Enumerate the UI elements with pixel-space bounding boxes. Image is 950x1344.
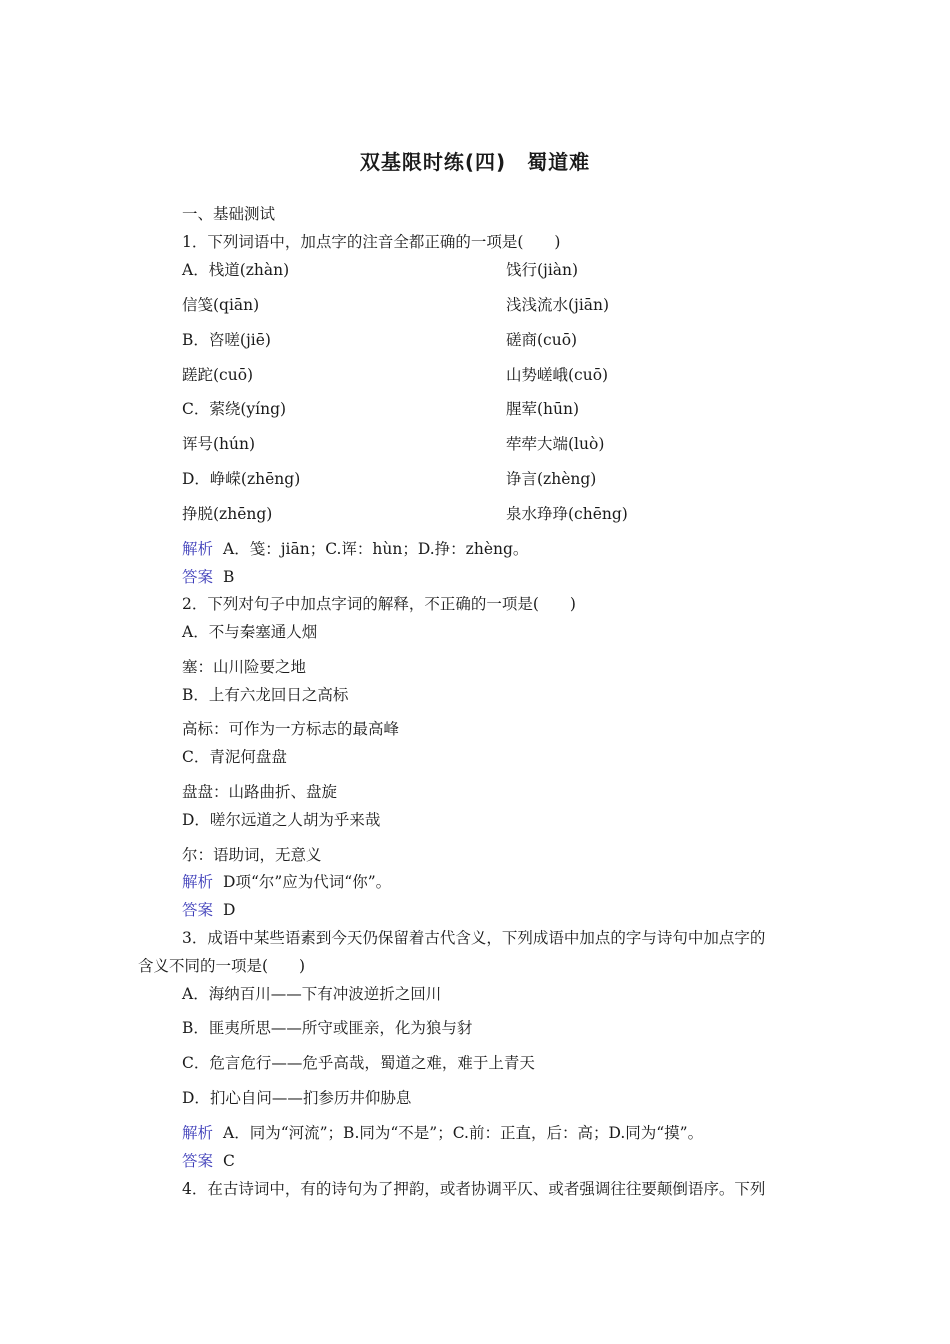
q2-line: C．青泥何盘盘 [182, 748, 287, 766]
q1-option-left: D．峥嵘(zhēng) [182, 470, 301, 488]
analysis-label: 解析 [182, 540, 214, 558]
q2-answer [182, 899, 235, 921]
q2-line: A．不与秦塞通人烟 [182, 623, 318, 641]
q4-stem-line1: 4．在古诗词中，有的诗句为了押韵，或者协调平仄、或者强调往往要颠倒语序。下列 [182, 1180, 766, 1198]
q1-option-left: 信笺(qiān) [182, 296, 260, 314]
q2-line: B．上有六龙回日之高标 [182, 686, 349, 704]
answer-label: 答案 [182, 568, 214, 586]
q1-option-left: C．萦绕(yíng) [182, 400, 287, 418]
analysis-text: A．笺：jiān；C.诨：hùn；D.挣：zhèng。 [223, 540, 529, 558]
analysis-text: A．同为“河流”；B.同为“不是”；C.前：正直，后：高；D.同为“摸”。 [223, 1124, 704, 1142]
q1-option-right: 诤言(zhèng) [506, 470, 597, 488]
q1-option-right: 泉水琤琤(chēng) [506, 505, 628, 523]
answer-text: B [223, 568, 235, 586]
q1-option-left: 挣脱(zhēng) [182, 505, 273, 523]
q1-option-right: 磋商(cuō) [506, 331, 578, 349]
q1-option-left: 蹉跎(cuō) [182, 366, 254, 384]
answer-text: D [223, 901, 236, 919]
q2-line: 尔：语助词，无意义 [182, 846, 322, 864]
q2-line: 塞：山川险要之地 [182, 658, 307, 676]
analysis-text: D项“尔”应为代词“你”。 [223, 873, 392, 891]
q1-analysis [182, 538, 528, 560]
q2-line: 盘盘：山路曲折、盘旋 [182, 783, 338, 801]
q3-option: A．海纳百川——下有冲波逆折之回川 [182, 985, 442, 1003]
q3-stem-line2: 含义不同的一项是( ) [138, 957, 306, 975]
q3-option: D．扪心自问——扪参历井仰胁息 [182, 1089, 412, 1107]
q2-line: 高标：可作为一方标志的最高峰 [182, 720, 400, 738]
q3-analysis [182, 1122, 703, 1144]
q1-option-left: 诨号(hún) [182, 435, 256, 453]
q2-line: D．嗟尔远道之人胡为乎来哉 [182, 811, 381, 829]
q1-option-left: A．栈道(zhàn) [182, 261, 290, 279]
q1-stem: 1．下列词语中，加点字的注音全都正确的一项是( ) [182, 233, 561, 251]
section-heading: 一、基础测试 [182, 205, 276, 223]
q1-option-right: 山势嵯峨(cuō) [506, 366, 609, 384]
q1-answer [182, 566, 234, 588]
answer-text: C [223, 1152, 235, 1170]
q2-stem: 2．下列对句子中加点字词的解释，不正确的一项是( ) [182, 595, 576, 613]
analysis-label: 解析 [182, 1124, 214, 1142]
q3-answer [182, 1150, 235, 1172]
answer-label: 答案 [182, 1152, 214, 1170]
q2-analysis [182, 871, 391, 893]
analysis-label: 解析 [182, 873, 214, 891]
q3-option: B．匪夷所思——所守或匪亲，化为狼与豺 [182, 1019, 473, 1037]
q1-option-left: B．咨嗟(jiē) [182, 331, 271, 349]
answer-label: 答案 [182, 901, 214, 919]
q1-option-right: 腥荤(hūn) [506, 400, 580, 418]
q1-option-right: 荦荦大端(luò) [506, 435, 605, 453]
q3-option: C．危言危行——危乎高哉，蜀道之难，难于上青天 [182, 1054, 535, 1072]
q1-option-right: 饯行(jiàn) [506, 261, 579, 279]
q1-option-right: 浅浅流水(jiān) [506, 296, 610, 314]
q3-stem-line1: 3．成语中某些语素到今天仍保留着古代含义，下列成语中加点的字与诗句中加点字的 [182, 929, 766, 947]
page-title: 双基限时练(四) 蜀道难 [359, 150, 591, 174]
